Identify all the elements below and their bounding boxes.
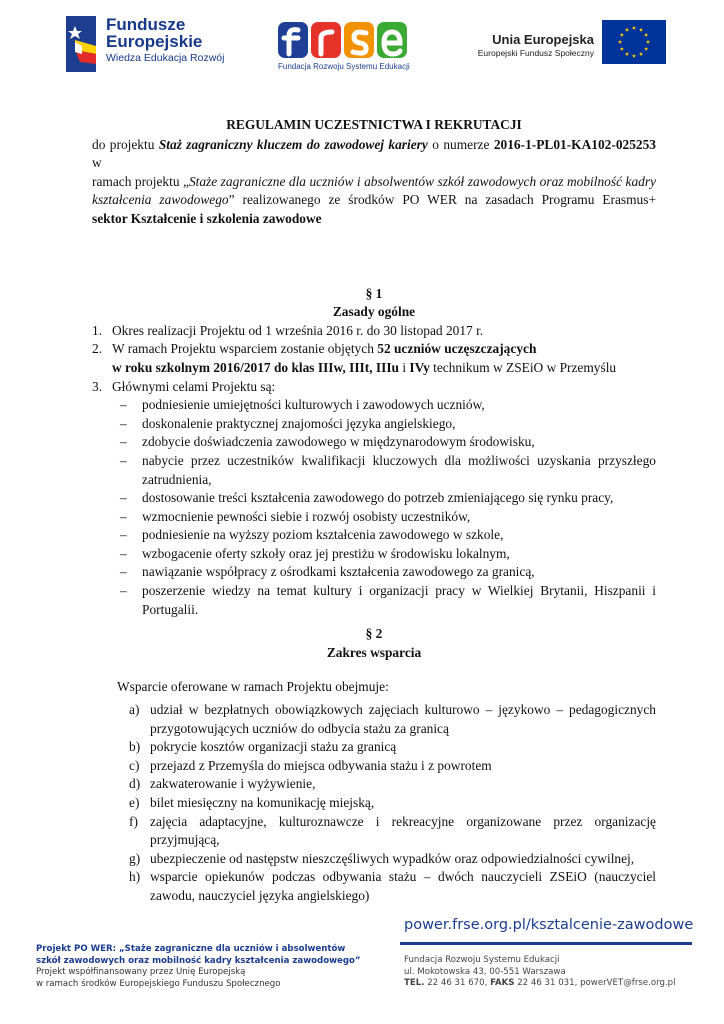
dash-bullet: – [120,583,127,599]
footer-address: ul. Mokotowska 43, 00-551 Warszawa [404,966,566,977]
intro-paragraph [92,136,656,229]
class-ivy: IVy [409,359,430,375]
footer-project-info [36,944,361,990]
goal-text: nawiązanie współpracy z ośrodkami kształcenia zawodowego za granicą, [142,564,535,580]
intro-text: do projektu [92,136,159,152]
dash-bullet: – [120,490,127,506]
fundusze-europejskie-logo [66,16,236,76]
ue-logo-line2: Europejski Fundusz Społeczny [477,48,594,58]
support-letter: f) [129,813,138,829]
list-item [92,378,656,397]
frame-project-name-cont: kształcenia zawodowego [92,192,229,208]
support-item [92,701,656,738]
support-text: pokrycie kosztów organizacji stażu za granicą [150,739,397,755]
support-text: przejazd z Przemyśla do miejsca odbywania stażu i z powrotem [150,757,492,773]
dash-bullet: – [120,564,127,580]
list-item-text: Głównymi celami Projektu są: [112,378,276,394]
fe-logo-line2: Europejskie [106,32,203,51]
support-item [92,813,656,850]
intro-text: ” realizowanego ze środków PO WER na zasadach Programu Erasmus+ [228,192,656,208]
support-letter: c) [129,757,140,773]
goal-item [92,508,656,527]
tel-value: 22 46 31 670, [427,978,488,988]
goal-text: wzmocnienie pewności siebie i rozwój osobisty uczestników, [142,508,471,524]
goal-text: podniesienie umiejętności kulturowych i zawodowych uczniów, [142,397,485,413]
school-year-classes: w roku szkolnym 2016/2017 do klas IIIw, IIIt, IIIu [112,359,399,375]
support-letter: a) [129,702,140,718]
participants-count: 52 uczniów uczęszczających [377,341,537,357]
support-text: ubezpieczenie od następstw nieszczęśliwych wypadków oraz odpowiedzialności cywilnej, [150,850,635,866]
dash-bullet: – [120,545,127,561]
section-1-title: Zasady ogólne [332,304,416,320]
dash-bullet: – [120,434,127,450]
fax-label: FAKS [490,978,515,988]
eu-flag-icon [602,20,666,64]
goal-text: wzbogacenie oferty szkoły oraz jej prestiżu w środowisku lokalnym, [142,545,510,561]
frse-logo-subtitle: Fundacja Rozwoju Systemu Edukacji [278,62,410,71]
support-list [92,701,656,906]
goal-text: nabycie przez uczestników kwalifikacji kluczowych dla możliwości uzyskania przyszłego zatrudnienia, [142,452,656,487]
frame-project-name: Staże zagraniczne dla uczniów i absolwentów szkół zawodowych oraz mobilność kadry [188,173,656,189]
dash-bullet: – [120,452,127,468]
goal-text: podniesienie na wyższy poziom kształcenia zawodowego w szkole, [142,527,504,543]
list-item-text: technikum w ZSEiO w Przemyślu [429,359,617,375]
regulation-content [92,116,656,906]
fundusze-europejskie-mark-icon [66,16,96,72]
support-text: bilet miesięczny na komunikację miejską, [150,795,375,810]
frse-wordmark-icon [276,18,410,62]
goal-item [92,545,656,564]
dash-bullet: – [120,397,127,413]
goal-item [92,415,656,434]
support-letter: g) [129,850,141,866]
footer-funding-line2: w ramach środków Europejskiego Funduszu Społecznego [36,978,281,989]
support-item [92,775,656,794]
frse-logo [276,18,410,78]
dash-bullet: – [120,415,127,431]
ue-logo-line1: Unia Europejska [492,32,594,47]
intro-text: o numerze [427,136,494,152]
intro-line-2 [92,173,656,192]
unia-europejska-logo [476,20,668,70]
support-item [92,738,656,757]
goal-text: poszerzenie wiedzy na temat kultury i organizacji pracy w Wielkiej Brytanii, Hiszpanii i Portugalii. [142,583,656,617]
list-item [92,340,656,377]
fundusze-europejskie-text [106,16,224,66]
support-text: wsparcie opiekunów podczas odbywania stażu – dwóch nauczycieli ZSEiO (nauczyciel zawodu, nauczyciel języka angielskiego) [150,869,656,903]
support-text: udział w bezpłatnych obowiązkowych zajęciach kulturowo – językowo – pedagogicznych przygotowujących uczniów do odbycia stażu za granicą [150,702,656,736]
support-item [92,850,656,869]
goal-item [92,526,656,545]
goal-text: zdobycie doświadczenia zawodowego w międzynarodowym środowisku, [142,434,535,450]
footer-org-name: Fundacja Rozwoju Systemu Edukacji [404,955,560,965]
list-number: 1. [92,322,103,338]
dash-bullet: – [120,508,127,524]
section-1-number: § 1 [365,285,383,301]
footer-divider [400,942,692,945]
project-number: 2016-1-PL01-KA102-025253 [493,136,656,152]
support-letter: b) [129,739,141,755]
footer-funding-line1: Projekt współfinansowany przez Unię Europejską [36,967,246,977]
goal-item [92,452,656,489]
fe-logo-line3: Wiedza Edukacja Rozwój [106,52,225,64]
goal-item [92,433,656,452]
support-item [92,868,656,905]
support-letter: d) [129,776,141,792]
list-item-text: W ramach Projektu wsparciem zostanie objętych [112,341,378,357]
support-text: zajęcia adaptacyjne, kulturoznawcze i rekreacyjne organizowane przez organizację przyjmującą, [150,813,656,848]
list-number: 3. [92,378,103,394]
goal-item [92,582,656,619]
dash-bullet: – [120,527,127,543]
sector-name: sektor Kształcenie i szkolenia zawodowe [92,210,322,226]
support-intro: Wsparcie oferowane w ramach Projektu obejmuje: [117,679,389,695]
goal-text: dostosowanie treści kształcenia zawodowego do potrzeb zmieniającego się rynku pracy, [142,490,614,506]
goal-item [92,396,656,415]
intro-line-1 [92,136,656,173]
support-item [92,794,656,813]
support-text: zakwaterowanie i wyżywienie, [150,776,316,792]
goal-item [92,563,656,582]
footer-phone-line [404,978,676,990]
project-name: Staż zagraniczny kluczem do zawodowej kariery [158,136,428,152]
tel-label: TEL. [404,978,425,988]
list-item-text: i [399,359,410,375]
section-2-title: Zakres wsparcia [326,644,422,660]
intro-text: w [92,155,102,171]
intro-line-4 [92,210,656,229]
section-2-number: § 2 [365,626,383,642]
intro-text: ramach projektu „ [92,173,189,189]
ue-logo-text [476,32,594,59]
support-letter: e) [129,795,140,810]
intro-line-3 [92,191,656,210]
section-1-list [92,322,656,396]
footer-project-line1: Projekt PO WER: „Staże zagraniczne dla uczniów i absolwentów [36,944,346,954]
document-title: REGULAMIN UCZESTNICTWA I REKRUTACJI [226,117,522,132]
list-item-text: Okres realizacji Projektu od 1 września 2016 r. do 30 listopad 2017 r. [112,322,484,338]
goal-item [92,489,656,508]
goals-list [92,396,656,619]
fax-value: 22 46 31 031, powerVET@frse.org.pl [517,978,676,988]
support-item [92,757,656,776]
footer-url: power.frse.org.pl/ksztalcenie-zawodowe [404,917,694,933]
goal-text: doskonalenie praktycznej znajomości języka angielskiego, [142,415,456,431]
list-item [92,322,656,341]
footer-contact [404,955,676,990]
support-letter: h) [129,869,141,885]
fe-logo-line1: Fundusze [106,15,186,34]
header-logos [0,10,724,80]
list-number: 2. [92,341,103,357]
footer-project-line2: szkół zawodowych oraz mobilność kadry kształcenia zawodowego” [36,955,361,966]
